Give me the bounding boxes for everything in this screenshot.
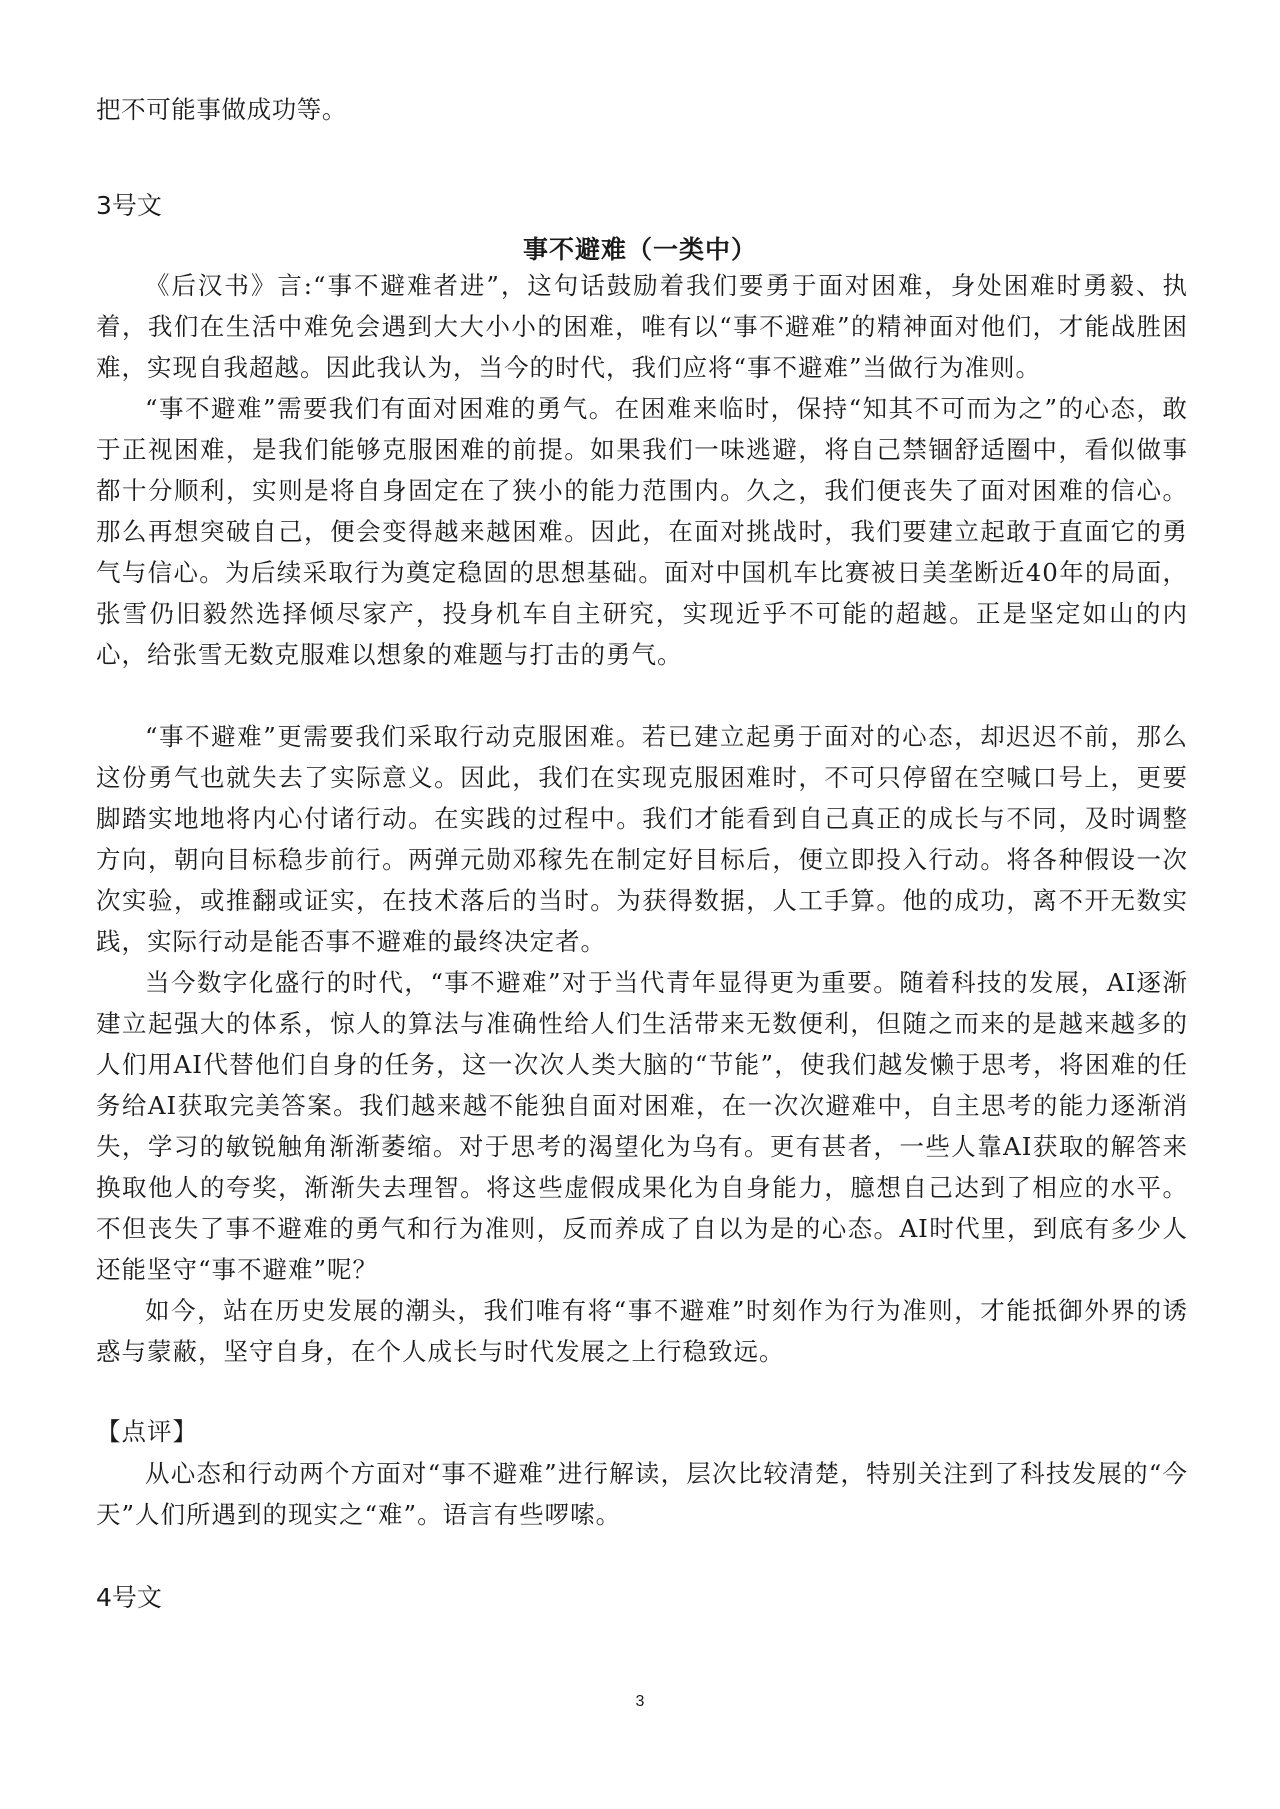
essay-paragraph: “事不避难”更需要我们采取行动克服困难。若已建立起勇于面对的心态，却迟迟不前，那么这份勇气也就失去了实际意义。因此，我们在实现克服困难时，不可只停留在空喊口号上，更要脚踏实地地将内心付诸行动。在实践的过程中。我们才能看到自己真正的成长与不同，及时调整方向，朝向目标稳步前行。两弹元勋邓稼先在制定好目标后，便立即投入行动。将各种假设一次次实验，或推翻或证实，在技术落后的当时。为获得数据，人工手算。他的成功，离不开无数实践，实际行动是能否事不避难的最终决定者。 <box>96 722 1188 956</box>
comment-text: 从心态和行动两个方面对“事不避难”进行解读，层次比较清楚，特别关注到了科技发展的“今天”人们所遇到的现实之“难”。语言有些啰嗦。 <box>96 1459 1188 1529</box>
essay-paragraph: 《后汉书》言:“事不避难者进”，这句话鼓励着我们要勇于面对困难，身处困难时勇毅、执着，我们在生活中难免会遇到大大小小的困难，唯有以“事不避难”的精神面对他们，才能战胜困难，实现自我超越。因此我认为，当今的时代，我们应将“事不避难”当做行为准则。 <box>96 271 1188 382</box>
comment-label: 【点评】 <box>96 1417 198 1446</box>
essay-number-heading: 3号文 <box>96 191 162 220</box>
essay-number-heading: 4号文 <box>96 1583 162 1612</box>
essay-paragraph: 当今数字化盛行的时代，“事不避难”对于当代青年显得更为重要。随着科技的发展，AI逐渐建立起强大的体系，惊人的算法与准确性给人们生活带来无数便利，但随之而来的是越来越多的人们用AI代替他们自身的任务，这一次次人类大脑的“节能”，使我们越发懒于思考，将困难的任务给AI获取完美答案。我们越来越不能独自面对困难，在一次次避难中，自主思考的能力逐渐消失，学习的敏锐触角渐渐萎缩。对于思考的渴望化为乌有。更有甚者，一些人靠AI获取的解答来换取他人的夸奖，渐渐失去理智。将这些虚假成果化为自身能力，臆想自己达到了相应的水平。不但丧失了事不避难的勇气和行为准则，反而养成了自以为是的心态。AI时代里，到底有多少人还能坚守“事不避难”呢？ <box>96 968 1188 1284</box>
page-number: 3 <box>635 1693 645 1710</box>
continuation-text: 把不可能事做成功等。 <box>96 95 347 124</box>
essay-paragraph: “事不避难”需要我们有面对困难的勇气。在困难来临时，保持“知其不可而为之”的心态，敢于正视困难，是我们能够克服困难的前提。如果我们一味逃避，将自己禁锢舒适圈中，看似做事都十分顺利，实则是将自身固定在了狭小的能力范围内。久之，我们便丧失了面对困难的信心。那么再想突破自己，便会变得越来越困难。因此，在面对挑战时，我们要建立起敢于直面它的勇气与信心。为后续采取行为奠定稳固的思想基础。面对中国机车比赛被日美垄断近40年的局面，张雪仍旧毅然选择倾尽家产，投身机车自主研究，实现近乎不可能的超越。正是坚定如山的内心，给张雪无数克服难以想象的难题与打击的勇气。 <box>96 394 1188 669</box>
essay-paragraph: 如今，站在历史发展的潮头，我们唯有将“事不避难”时刻作为行为准则，才能抵御外界的诱惑与蒙蔽，坚守自身，在个人成长与时代发展之上行稳致远。 <box>96 1296 1188 1366</box>
essay-title: 事不避难（一类中） <box>522 235 757 264</box>
